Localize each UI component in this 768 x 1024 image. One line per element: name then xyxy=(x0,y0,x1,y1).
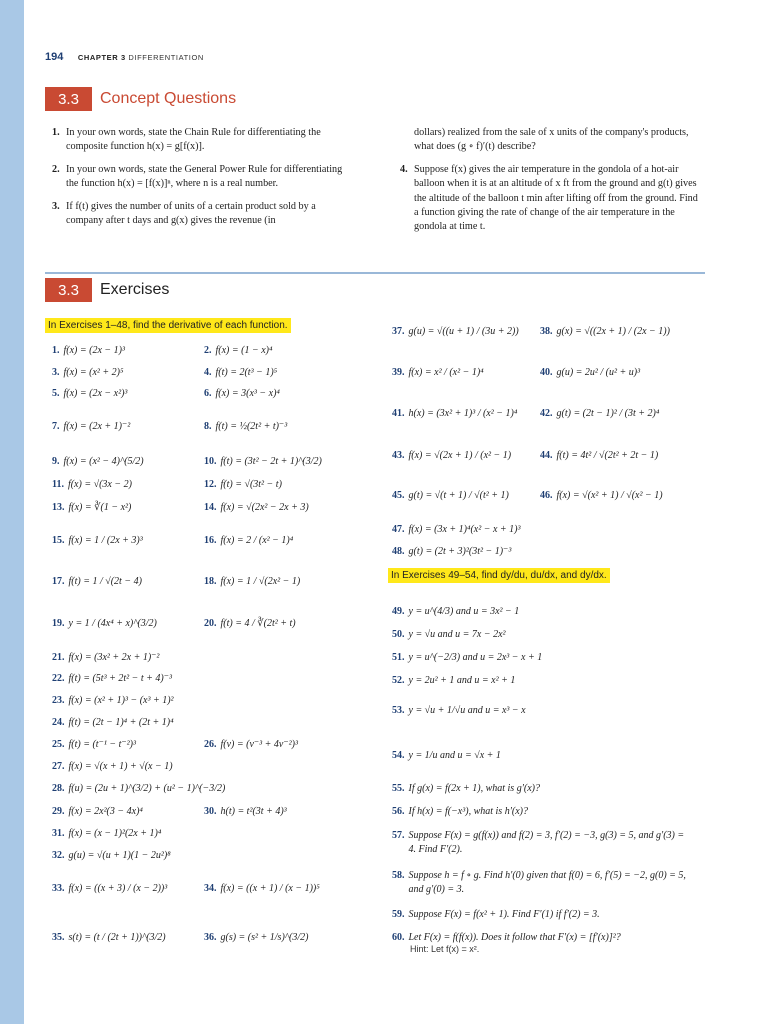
exercise-item xyxy=(204,883,320,894)
exercise-number: 42. xyxy=(540,408,553,419)
exercise-expression: s(t) = (t / (2t + 1))^(3/2) xyxy=(68,932,166,943)
exercise-number: 53. xyxy=(392,705,405,716)
exercise-number: 44. xyxy=(540,450,553,461)
exercise-item xyxy=(204,421,287,432)
exercise-number: 26. xyxy=(204,739,217,750)
exercise-number: 31. xyxy=(52,828,65,839)
exercise-number: 46. xyxy=(540,490,553,501)
exercise-expression: f(x) = (x² − 4)^(5/2) xyxy=(63,456,144,467)
exercise-item xyxy=(204,618,296,629)
concept-questions-heading xyxy=(45,87,236,111)
exercise-item xyxy=(204,576,300,587)
exercise-item xyxy=(540,408,659,419)
exercise-item xyxy=(204,367,277,378)
exercise-number: 25. xyxy=(52,739,65,750)
exercise-number: 12. xyxy=(204,479,217,490)
exercise-item xyxy=(204,806,287,817)
exercise-expression: f(t) = (2t − 1)⁴ + (2t + 1)⁴ xyxy=(68,717,174,728)
exercise-expression: f(x) = √(x² + 1) / √(x² − 1) xyxy=(556,490,663,501)
exercise-number: 48. xyxy=(392,546,405,557)
exercise-number: 28. xyxy=(52,783,65,794)
concept-questions-right-column xyxy=(400,126,700,243)
exercise-item xyxy=(392,629,506,640)
section-number-badge: 3.3 xyxy=(45,278,92,302)
exercise-item xyxy=(540,450,658,461)
exercise-expression: Let F(x) = f(f(x)). Does it follow that F′(x) = [f′(x)]²? xyxy=(408,932,621,943)
exercise-expression: g(u) = √((u + 1) / (3u + 2)) xyxy=(408,326,519,337)
exercise-expression: f(x) = 3(x³ − x)⁴ xyxy=(215,388,280,399)
exercise-expression: Suppose h = f ∘ g. Find h′(0) given that f(0) = 6, f′(5) = −2, g(0) = 5, and g′(0) = 3. xyxy=(408,870,686,895)
exercise-item xyxy=(52,421,130,432)
exercise-expression: y = 1/u and u = √x + 1 xyxy=(408,750,501,761)
exercise-expression: f(t) = 2(t³ − 1)⁵ xyxy=(215,367,278,378)
exercise-item xyxy=(204,345,272,356)
exercise-number: 59. xyxy=(392,909,405,920)
exercise-item xyxy=(52,828,161,839)
exercise-number: 50. xyxy=(392,629,405,640)
exercise-expression: f(x) = √(3x − 2) xyxy=(67,479,132,490)
exercise-expression: f(t) = 1 / √(2t − 4) xyxy=(68,576,142,587)
exercise-expression: f(x) = ∛(1 − x²) xyxy=(68,502,132,513)
concept-question: 2. In your own words, state the General Power Rule for differentiating the function h(x) = [f(x)]ⁿ, where n is a real number. xyxy=(52,163,343,190)
exercise-expression: f(x) = (2x + 1)⁻² xyxy=(63,421,131,432)
exercise-expression: f(x) = ((x + 3) / (x − 2))³ xyxy=(68,883,168,894)
exercise-item xyxy=(392,490,509,501)
concept-questions-title: Concept Questions xyxy=(100,90,237,107)
exercise-item xyxy=(204,479,282,490)
exercise-item xyxy=(204,739,298,750)
exercise-item xyxy=(540,490,663,501)
exercise-item xyxy=(52,761,173,772)
exercise-item xyxy=(52,806,143,817)
exercise-expression: Suppose F(x) = f(x² + 1). Find F′(1) if f′(2) = 3. xyxy=(408,909,600,920)
exercise-expression: f(t) = √(3t² − t) xyxy=(220,479,282,490)
exercise-item xyxy=(52,535,143,546)
exercise-expression: f(x) = 2x²(3 − 4x)⁴ xyxy=(68,806,143,817)
exercise-expression: y = u^(4/3) and u = 3x² − 1 xyxy=(408,606,520,617)
exercise-item xyxy=(52,502,131,513)
exercise-item xyxy=(204,535,293,546)
exercise-expression: f(v) = (v⁻³ + 4v⁻²)³ xyxy=(220,739,298,750)
exercise-item xyxy=(52,652,159,663)
exercise-number: 22. xyxy=(52,673,65,684)
exercise-expression: y = √u + 1/√u and u = x³ − x xyxy=(408,705,526,716)
exercise-expression: f(x) = 2 / (x² − 1)⁴ xyxy=(220,535,294,546)
exercise-number: 51. xyxy=(392,652,405,663)
page-number: 194 xyxy=(45,51,64,63)
exercise-number: 41. xyxy=(392,408,405,419)
section-number-badge: 3.3 xyxy=(45,87,92,111)
exercise-number: 8. xyxy=(204,421,212,432)
exercise-number: 40. xyxy=(540,367,553,378)
exercise-item xyxy=(392,546,511,557)
exercise-number: 19. xyxy=(52,618,65,629)
exercise-item xyxy=(392,829,692,857)
exercise-number: 60. xyxy=(392,932,405,943)
concept-question: 1. In your own words, state the Chain Rule for differentiating the composite function h(x) = g[f(x)]. xyxy=(52,127,321,153)
exercise-number: 6. xyxy=(204,388,212,399)
section-divider xyxy=(45,272,705,274)
exercise-item xyxy=(204,502,309,513)
concept-question: 3. If f(t) gives the number of units of a certain product sold by a company after t days and g(x) gives the revenue (in xyxy=(52,200,316,227)
exercise-number: 5. xyxy=(52,388,60,399)
exercise-number: 43. xyxy=(392,450,405,461)
exercise-number: 45. xyxy=(392,490,405,501)
exercise-item xyxy=(392,450,511,461)
exercise-expression: y = u^(−2/3) and u = 2x³ − x + 1 xyxy=(408,652,543,663)
exercise-number: 1. xyxy=(52,345,60,356)
exercise-item xyxy=(392,783,540,794)
exercise-number: 3. xyxy=(52,367,60,378)
exercise-number: 52. xyxy=(392,675,405,686)
exercise-number: 20. xyxy=(204,618,217,629)
exercise-60-hint: Hint: Let f(x) = x². xyxy=(410,944,480,954)
exercise-number: 34. xyxy=(204,883,217,894)
exercise-item xyxy=(392,675,515,686)
exercise-number: 30. xyxy=(204,806,217,817)
exercise-expression: f(u) = (2u + 1)^(3/2) + (u² − 1)^(−3/2) xyxy=(68,783,226,794)
exercise-item xyxy=(52,456,144,467)
exercise-expression: g(t) = (2t − 1)² / (3t + 2)⁴ xyxy=(556,408,660,419)
exercise-item xyxy=(52,576,142,587)
exercise-expression: g(t) = √(t + 1) / √(t² + 1) xyxy=(408,490,509,501)
exercise-item xyxy=(392,326,519,337)
exercise-item xyxy=(52,618,157,629)
exercise-number: 18. xyxy=(204,576,217,587)
chapter-label: CHAPTER 3 xyxy=(77,53,126,62)
exercise-number: 47. xyxy=(392,524,405,535)
exercise-expression: Suppose F(x) = g(f(x)) and f(2) = 3, f′(2) = −3, g(3) = 5, and g′(3) = 4. Find F′(2). xyxy=(408,830,685,855)
exercise-item xyxy=(52,883,167,894)
exercise-item xyxy=(204,388,280,399)
exercise-expression: f(x) = (x² + 1)³ − (x³ + 1)² xyxy=(68,695,174,706)
exercise-expression: f(x) = (2x − 1)³ xyxy=(63,345,125,356)
exercise-expression: f(x) = ((x + 1) / (x − 1))⁵ xyxy=(220,883,320,894)
exercise-number: 17. xyxy=(52,576,65,587)
exercise-number: 2. xyxy=(204,345,212,356)
exercise-item xyxy=(52,739,136,750)
exercise-item xyxy=(52,367,123,378)
exercise-item xyxy=(392,606,519,617)
exercise-item xyxy=(52,479,132,490)
concept-questions-left-column xyxy=(52,126,350,236)
exercise-item xyxy=(392,408,517,419)
exercise-expression: f(t) = (5t³ + 2t² − t + 4)⁻³ xyxy=(68,673,172,684)
exercise-item xyxy=(52,717,174,728)
exercise-expression: g(x) = √((2x + 1) / (2x − 1)) xyxy=(556,326,670,337)
exercise-number: 36. xyxy=(204,932,217,943)
exercise-item xyxy=(392,806,528,817)
exercise-expression: h(t) = t²(3t + 4)³ xyxy=(220,806,287,817)
exercise-item xyxy=(392,869,692,897)
exercise-number: 4. xyxy=(204,367,212,378)
exercise-number: 29. xyxy=(52,806,65,817)
exercise-item xyxy=(392,909,600,920)
running-header xyxy=(45,47,204,65)
exercise-expression: f(x) = √(2x² − 2x + 3) xyxy=(220,502,309,513)
exercise-expression: f(x) = 1 / (2x + 3)³ xyxy=(68,535,143,546)
exercise-expression: f(t) = 4 / ∛(2t² + t) xyxy=(220,618,296,629)
exercise-expression: f(x) = (x² + 2)⁵ xyxy=(63,367,124,378)
exercise-number: 55. xyxy=(392,783,405,794)
exercise-expression: f(x) = √(x + 1) + √(x − 1) xyxy=(68,761,173,772)
exercise-number: 37. xyxy=(392,326,405,337)
exercise-item xyxy=(52,850,171,861)
exercise-number: 32. xyxy=(52,850,65,861)
exercise-number: 14. xyxy=(204,502,217,513)
exercise-expression: f(x) = x² / (x² − 1)⁴ xyxy=(408,367,484,378)
exercises-title: Exercises xyxy=(100,281,170,298)
exercise-expression: f(x) = (1 − x)⁴ xyxy=(215,345,273,356)
exercise-item xyxy=(52,673,172,684)
exercise-expression: f(t) = 4t² / √(2t² + 2t − 1) xyxy=(556,450,659,461)
exercise-number: 23. xyxy=(52,695,65,706)
exercise-expression: g(t) = (2t + 3)²(3t² − 1)⁻³ xyxy=(408,546,512,557)
exercise-item xyxy=(52,783,225,794)
concept-question: 4. Suppose f(x) gives the air temperature in the gondola of a hot-air balloon when it is at an altitude of x ft from the ground and g(t) gives the altitude of the balloon t min after lifting off from the ground. Find a function giving the rate of change of the air temperature in the gondola at time t. xyxy=(400,163,698,233)
exercise-expression: g(s) = (s² + 1/s)^(3/2) xyxy=(220,932,309,943)
exercise-item xyxy=(540,367,640,378)
exercise-expression: If h(x) = f(−x³), what is h′(x)? xyxy=(408,806,528,817)
exercise-number: 21. xyxy=(52,652,65,663)
exercise-item xyxy=(392,652,542,663)
exercise-number: 33. xyxy=(52,883,65,894)
exercise-item xyxy=(392,932,621,943)
exercise-number: 11. xyxy=(52,479,64,490)
exercise-item xyxy=(392,367,484,378)
exercise-expression: f(t) = (3t² − 2t + 1)^(3/2) xyxy=(220,456,322,467)
exercise-number: 49. xyxy=(392,606,405,617)
exercise-number: 9. xyxy=(52,456,60,467)
exercise-expression: f(x) = √(2x + 1) / (x² − 1) xyxy=(408,450,512,461)
exercise-item xyxy=(540,326,670,337)
exercise-item xyxy=(392,524,520,535)
exercise-number: 57. xyxy=(392,830,405,841)
exercise-number: 56. xyxy=(392,806,405,817)
exercise-number: 7. xyxy=(52,421,60,432)
exercise-item xyxy=(52,345,125,356)
exercise-expression: f(x) = (3x² + 2x + 1)⁻² xyxy=(68,652,160,663)
exercise-number: 27. xyxy=(52,761,65,772)
exercise-item xyxy=(204,932,308,943)
exercise-item xyxy=(392,750,501,761)
exercise-expression: f(x) = (x − 1)²(2x + 1)⁴ xyxy=(68,828,162,839)
exercises-instruction-highlight: In Exercises 1–48, find the derivative of each function. xyxy=(45,318,291,333)
exercise-item xyxy=(392,705,526,716)
exercise-number: 16. xyxy=(204,535,217,546)
exercise-expression: f(x) = (3x + 1)⁴(x² − x + 1)³ xyxy=(408,524,521,535)
exercise-number: 15. xyxy=(52,535,65,546)
page-side-bar xyxy=(0,0,24,1024)
exercise-expression: y = √u and u = 7x − 2x² xyxy=(408,629,506,640)
exercise-expression: If g(x) = f(2x + 1), what is g′(x)? xyxy=(408,783,540,794)
exercise-number: 35. xyxy=(52,932,65,943)
exercise-number: 10. xyxy=(204,456,217,467)
exercise-expression: y = 2u² + 1 and u = x² + 1 xyxy=(408,675,516,686)
exercise-number: 24. xyxy=(52,717,65,728)
chapter-title: DIFFERENTIATION xyxy=(128,53,204,62)
exercise-number: 54. xyxy=(392,750,405,761)
exercise-number: 13. xyxy=(52,502,65,513)
exercise-number: 39. xyxy=(392,367,405,378)
exercise-number: 38. xyxy=(540,326,553,337)
exercise-expression: f(x) = (2x − x²)³ xyxy=(63,388,128,399)
exercises-instruction-highlight-2: In Exercises 49–54, find dy/du, du/dx, and dy/dx. xyxy=(388,568,610,583)
exercise-expression: f(t) = (t⁻¹ − t⁻²)³ xyxy=(68,739,136,750)
exercise-item xyxy=(204,456,322,467)
exercise-expression: h(x) = (3x² + 1)³ / (x² − 1)⁴ xyxy=(408,408,518,419)
exercise-expression: y = 1 / (4x⁴ + x)^(3/2) xyxy=(68,618,157,629)
exercise-expression: g(u) = 2u² / (u² + u)³ xyxy=(556,367,641,378)
exercise-item xyxy=(52,932,166,943)
exercises-heading xyxy=(45,278,169,302)
exercise-item xyxy=(52,695,174,706)
exercise-expression: g(u) = √(u + 1)(1 − 2u²)⁸ xyxy=(68,850,171,861)
exercise-expression: f(t) = ½(2t² + t)⁻³ xyxy=(215,421,288,432)
concept-question-continued: dollars) realized from the sale of x units of the company's products, what does (g ∘ f)′(t) describe? xyxy=(414,127,689,153)
exercise-expression: f(x) = 1 / √(2x² − 1) xyxy=(220,576,301,587)
exercise-item xyxy=(52,388,127,399)
exercise-number: 58. xyxy=(392,870,405,881)
